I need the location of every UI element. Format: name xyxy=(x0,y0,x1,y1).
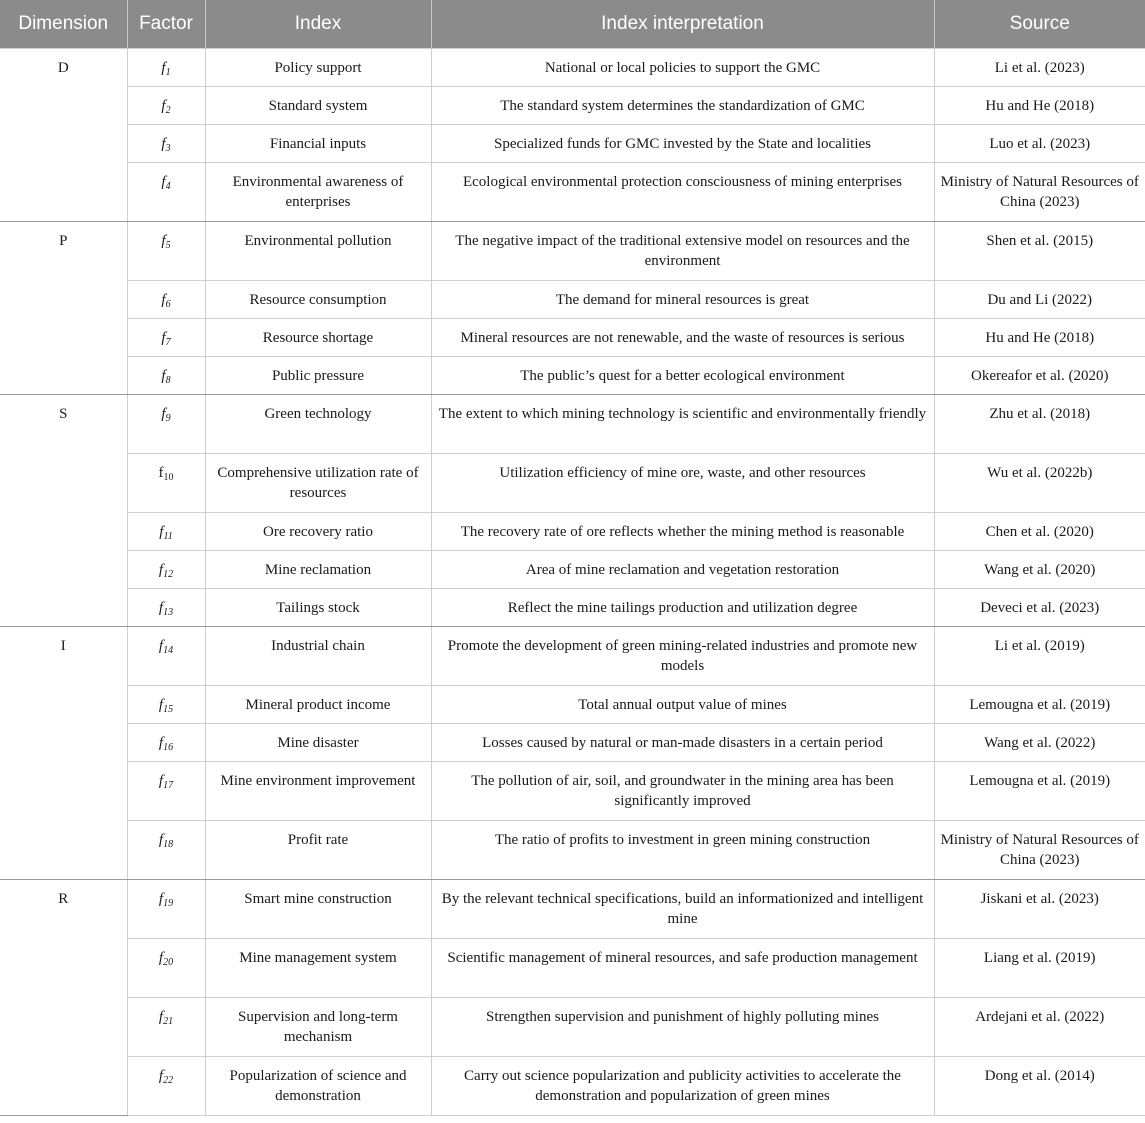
factor-letter: f xyxy=(161,368,166,384)
factor-number: 15 xyxy=(163,704,174,715)
factor-letter: f xyxy=(158,773,164,789)
table-body xyxy=(0,49,1145,1116)
header-source: Source xyxy=(934,0,1145,49)
factor-number: 4 xyxy=(165,181,171,192)
index-cell: Ore recovery ratio xyxy=(205,513,431,551)
factor-symbol xyxy=(159,562,173,578)
factor-letter: f xyxy=(158,1009,164,1025)
index-cell: Industrial chain xyxy=(205,627,431,686)
dimension-cell: P xyxy=(0,222,127,395)
index-cell: Resource consumption xyxy=(205,281,431,319)
index-cell: Mineral product income xyxy=(205,686,431,724)
factor-number: 14 xyxy=(163,645,174,656)
factor-number: 10 xyxy=(163,472,174,483)
source-cell: Deveci et al. (2023) xyxy=(934,589,1145,627)
factor-number: 2 xyxy=(165,105,171,116)
index-cell: Public pressure xyxy=(205,357,431,395)
factor-cell xyxy=(127,1057,205,1116)
interpretation-cell: Utilization efficiency of mine ore, waste, and other resources xyxy=(431,454,934,513)
table-row xyxy=(0,454,1145,513)
factor-symbol xyxy=(161,136,170,152)
factor-symbol xyxy=(159,832,173,848)
source-cell: Hu and He (2018) xyxy=(934,87,1145,125)
factor-symbol xyxy=(159,524,172,540)
factor-symbol xyxy=(161,174,170,190)
factor-number: 17 xyxy=(163,780,174,791)
index-cell: Mine reclamation xyxy=(205,551,431,589)
header-index-interpretation: Index interpretation xyxy=(431,0,934,49)
factor-cell xyxy=(127,724,205,762)
source-cell: Du and Li (2022) xyxy=(934,281,1145,319)
interpretation-cell: Strengthen supervision and punishment of highly polluting mines xyxy=(431,998,934,1057)
table-row xyxy=(0,589,1145,627)
interpretation-cell: The pollution of air, soil, and groundwater in the mining area has been significantly improved xyxy=(431,762,934,821)
factor-symbol xyxy=(161,98,170,114)
interpretation-cell: The ratio of profits to investment in green mining construction xyxy=(431,821,934,880)
interpretation-cell: By the relevant technical specifications, build an informationized and intelligent mine xyxy=(431,880,934,939)
source-cell: Lemougna et al. (2019) xyxy=(934,762,1145,821)
factor-number: 13 xyxy=(163,607,174,618)
table-row xyxy=(0,724,1145,762)
table-row xyxy=(0,87,1145,125)
factor-letter: f xyxy=(158,735,164,751)
factor-symbol xyxy=(161,406,170,422)
factor-cell xyxy=(127,357,205,395)
factor-cell xyxy=(127,125,205,163)
interpretation-cell: Ecological environmental protection consciousness of mining enterprises xyxy=(431,163,934,222)
index-cell: Environmental pollution xyxy=(205,222,431,281)
factor-cell xyxy=(127,551,205,589)
source-cell: Wu et al. (2022b) xyxy=(934,454,1145,513)
factor-symbol xyxy=(159,735,173,751)
table-row xyxy=(0,998,1145,1057)
factor-symbol xyxy=(161,292,170,308)
factor-symbol xyxy=(161,330,170,346)
factor-symbol xyxy=(161,368,170,384)
factor-number: 11 xyxy=(163,531,173,542)
factor-cell xyxy=(127,821,205,880)
source-cell: Ministry of Natural Resources of China (2023) xyxy=(934,163,1145,222)
interpretation-cell: Scientific management of mineral resources, and safe production management xyxy=(431,939,934,998)
index-cell: Mine environment improvement xyxy=(205,762,431,821)
interpretation-cell: National or local policies to support the GMC xyxy=(431,49,934,87)
factor-cell xyxy=(127,281,205,319)
factor-number: 5 xyxy=(165,240,171,251)
factor-letter: f xyxy=(161,233,166,249)
factor-letter: f xyxy=(161,330,166,346)
index-cell: Financial inputs xyxy=(205,125,431,163)
factor-cell xyxy=(127,454,205,513)
interpretation-cell: Carry out science popularization and publicity activities to accelerate the demonstration and popularization of green mines xyxy=(431,1057,934,1116)
index-cell: Resource shortage xyxy=(205,319,431,357)
table-row xyxy=(0,939,1145,998)
factor-letter: f xyxy=(158,832,164,848)
index-cell: Policy support xyxy=(205,49,431,87)
interpretation-cell: The negative impact of the traditional extensive model on resources and the environment xyxy=(431,222,934,281)
table-row xyxy=(0,125,1145,163)
interpretation-cell: The standard system determines the standardization of GMC xyxy=(431,87,934,125)
factor-letter: f xyxy=(161,406,166,422)
index-cell: Mine management system xyxy=(205,939,431,998)
factor-letter: f xyxy=(159,524,164,540)
factor-letter: f xyxy=(161,98,166,114)
source-cell: Ministry of Natural Resources of China (2023) xyxy=(934,821,1145,880)
table-row xyxy=(0,551,1145,589)
factor-symbol xyxy=(159,773,173,789)
table-row xyxy=(0,627,1145,686)
dimension-cell: I xyxy=(0,627,127,880)
factor-letter: f xyxy=(158,891,164,907)
table-row xyxy=(0,281,1145,319)
interpretation-cell: The demand for mineral resources is great xyxy=(431,281,934,319)
factor-cell xyxy=(127,627,205,686)
interpretation-cell: Specialized funds for GMC invested by the State and localities xyxy=(431,125,934,163)
factor-cell xyxy=(127,880,205,939)
factor-number: 21 xyxy=(163,1016,174,1027)
source-cell: Wang et al. (2022) xyxy=(934,724,1145,762)
index-cell: Comprehensive utilization rate of resources xyxy=(205,454,431,513)
factor-number: 8 xyxy=(165,375,171,386)
dimension-cell: D xyxy=(0,49,127,222)
index-cell: Tailings stock xyxy=(205,589,431,627)
factor-cell xyxy=(127,513,205,551)
index-cell: Supervision and long-term mechanism xyxy=(205,998,431,1057)
source-cell: Dong et al. (2014) xyxy=(934,1057,1145,1116)
interpretation-cell: Mineral resources are not renewable, and the waste of resources is serious xyxy=(431,319,934,357)
factor-cell xyxy=(127,762,205,821)
factor-symbol xyxy=(159,950,173,966)
factor-number: 18 xyxy=(163,839,174,850)
factor-cell xyxy=(127,319,205,357)
factor-letter: f xyxy=(158,600,164,616)
interpretation-cell: The recovery rate of ore reflects whether the mining method is reasonable xyxy=(431,513,934,551)
source-cell: Wang et al. (2020) xyxy=(934,551,1145,589)
factor-number: 1 xyxy=(165,67,171,78)
interpretation-cell: Promote the development of green mining-related industries and promote new models xyxy=(431,627,934,686)
source-cell: Luo et al. (2023) xyxy=(934,125,1145,163)
table-row xyxy=(0,222,1145,281)
source-cell: Zhu et al. (2018) xyxy=(934,395,1145,454)
source-cell: Li et al. (2019) xyxy=(934,627,1145,686)
factor-number: 9 xyxy=(165,413,171,424)
dimension-cell: S xyxy=(0,395,127,627)
source-cell: Liang et al. (2019) xyxy=(934,939,1145,998)
table-row xyxy=(0,513,1145,551)
index-cell: Mine disaster xyxy=(205,724,431,762)
factor-symbol xyxy=(159,697,173,713)
header-index: Index xyxy=(205,0,431,49)
factor-letter: f xyxy=(158,465,164,481)
factor-cell xyxy=(127,939,205,998)
factor-letter: f xyxy=(158,697,164,713)
table-row xyxy=(0,762,1145,821)
factor-symbol xyxy=(161,233,170,249)
table-row xyxy=(0,821,1145,880)
source-cell: Li et al. (2023) xyxy=(934,49,1145,87)
source-cell: Jiskani et al. (2023) xyxy=(934,880,1145,939)
factor-cell xyxy=(127,395,205,454)
table-row xyxy=(0,880,1145,939)
factor-symbol xyxy=(159,465,174,481)
factor-letter: f xyxy=(161,60,166,76)
index-cell: Popularization of science and demonstration xyxy=(205,1057,431,1116)
factor-number: 7 xyxy=(165,337,171,348)
factor-number: 12 xyxy=(163,569,174,580)
factor-number: 16 xyxy=(163,742,174,753)
factor-letter: f xyxy=(158,562,164,578)
index-cell: Standard system xyxy=(205,87,431,125)
factor-number: 20 xyxy=(163,957,174,968)
factor-cell xyxy=(127,589,205,627)
factor-symbol xyxy=(159,1068,173,1084)
table-row xyxy=(0,163,1145,222)
interpretation-cell: Losses caused by natural or man-made disasters in a certain period xyxy=(431,724,934,762)
factor-letter: f xyxy=(158,1068,164,1084)
factor-number: 19 xyxy=(163,898,174,909)
factor-symbol xyxy=(159,891,173,907)
index-cell: Profit rate xyxy=(205,821,431,880)
factor-cell xyxy=(127,49,205,87)
interpretation-cell: Reflect the mine tailings production and utilization degree xyxy=(431,589,934,627)
interpretation-cell: The extent to which mining technology is scientific and environmentally friendly xyxy=(431,395,934,454)
factor-letter: f xyxy=(158,950,164,966)
table-header xyxy=(0,0,1145,49)
table-row xyxy=(0,395,1145,454)
factor-symbol xyxy=(159,638,173,654)
header-row xyxy=(0,0,1145,49)
index-cell: Environmental awareness of enterprises xyxy=(205,163,431,222)
factor-number: 6 xyxy=(165,299,171,310)
table-row xyxy=(0,319,1145,357)
index-cell: Smart mine construction xyxy=(205,880,431,939)
header-factor: Factor xyxy=(127,0,205,49)
table-row xyxy=(0,1057,1145,1116)
index-cell: Green technology xyxy=(205,395,431,454)
factor-cell xyxy=(127,87,205,125)
factor-symbol xyxy=(161,60,170,76)
table-row xyxy=(0,49,1145,87)
table-row xyxy=(0,686,1145,724)
interpretation-cell: The public’s quest for a better ecological environment xyxy=(431,357,934,395)
interpretation-cell: Total annual output value of mines xyxy=(431,686,934,724)
factor-symbol xyxy=(159,1009,173,1025)
source-cell: Hu and He (2018) xyxy=(934,319,1145,357)
factor-letter: f xyxy=(161,174,166,190)
factor-letter: f xyxy=(161,136,166,152)
table-row xyxy=(0,357,1145,395)
factor-cell xyxy=(127,222,205,281)
source-cell: Shen et al. (2015) xyxy=(934,222,1145,281)
header-dimension: Dimension xyxy=(0,0,127,49)
factor-cell xyxy=(127,686,205,724)
source-cell: Chen et al. (2020) xyxy=(934,513,1145,551)
factor-number: 3 xyxy=(165,143,171,154)
interpretation-cell: Area of mine reclamation and vegetation restoration xyxy=(431,551,934,589)
factor-cell xyxy=(127,163,205,222)
factor-number: 22 xyxy=(163,1075,174,1086)
factor-symbol xyxy=(159,600,173,616)
factor-cell xyxy=(127,998,205,1057)
source-cell: Ardejani et al. (2022) xyxy=(934,998,1145,1057)
source-cell: Lemougna et al. (2019) xyxy=(934,686,1145,724)
source-cell: Okereafor et al. (2020) xyxy=(934,357,1145,395)
factor-letter: f xyxy=(161,292,166,308)
factor-letter: f xyxy=(158,638,164,654)
dimension-cell: R xyxy=(0,880,127,1116)
